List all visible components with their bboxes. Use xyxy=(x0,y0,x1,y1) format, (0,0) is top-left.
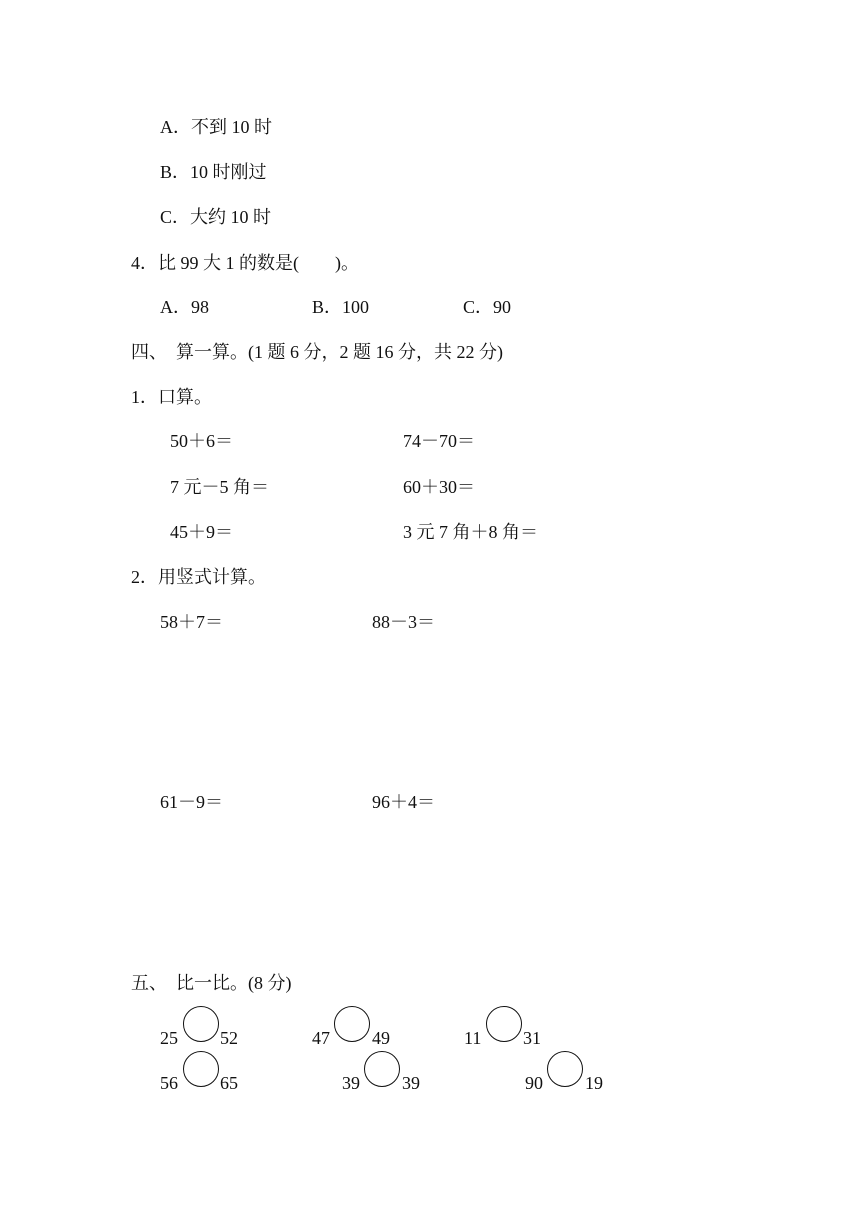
compare-left-number: 11 xyxy=(464,1028,482,1048)
compare-right-number: 52 xyxy=(220,1028,238,1048)
q3-option-b: B．10 时刚过 xyxy=(160,162,267,182)
vertical-calc-title: 2．用竖式计算。 xyxy=(131,567,266,587)
section-5-title: 五、 比一比。(8 分) xyxy=(131,973,292,993)
q4-option-a: A．98 xyxy=(160,297,209,317)
compare-left-number: 47 xyxy=(312,1028,330,1048)
compare-right-number: 65 xyxy=(220,1073,238,1093)
compare-left-number: 39 xyxy=(342,1073,360,1093)
compare-right-number: 39 xyxy=(402,1073,420,1093)
vertical-calc-item: 61－9＝ xyxy=(160,792,223,812)
oral-calc-item: 60＋30＝ xyxy=(403,477,475,497)
vertical-calc-item: 58＋7＝ xyxy=(160,612,223,632)
oral-calc-item: 3 元 7 角＋8 角＝ xyxy=(403,522,538,542)
compare-left-number: 90 xyxy=(525,1073,543,1093)
compare-right-number: 49 xyxy=(372,1028,390,1048)
q3-option-a: A．不到 10 时 xyxy=(160,117,272,137)
q3-option-c: C．大约 10 时 xyxy=(160,207,272,227)
q4-question: 4．比 99 大 1 的数是( )。 xyxy=(131,253,359,273)
compare-answer-circle[interactable] xyxy=(486,1006,522,1042)
compare-left-number: 56 xyxy=(160,1073,178,1093)
q4-option-c: C．90 xyxy=(463,297,512,317)
vertical-calc-item: 88－3＝ xyxy=(372,612,435,632)
compare-left-number: 25 xyxy=(160,1028,178,1048)
compare-answer-circle[interactable] xyxy=(183,1006,219,1042)
compare-right-number: 19 xyxy=(585,1073,603,1093)
section-4-title: 四、 算一算。(1 题 6 分，2 题 16 分，共 22 分) xyxy=(131,342,503,362)
compare-answer-circle[interactable] xyxy=(183,1051,219,1087)
compare-answer-circle[interactable] xyxy=(547,1051,583,1087)
compare-right-number: 31 xyxy=(523,1028,541,1048)
oral-calc-item: 74－70＝ xyxy=(403,431,475,451)
oral-calc-title: 1．口算。 xyxy=(131,387,212,407)
oral-calc-item: 50＋6＝ xyxy=(170,431,233,451)
compare-answer-circle[interactable] xyxy=(334,1006,370,1042)
vertical-calc-item: 96＋4＝ xyxy=(372,792,435,812)
oral-calc-item: 7 元－5 角＝ xyxy=(170,477,269,497)
q4-option-b: B．100 xyxy=(312,297,370,317)
compare-answer-circle[interactable] xyxy=(364,1051,400,1087)
oral-calc-item: 45＋9＝ xyxy=(170,522,233,542)
